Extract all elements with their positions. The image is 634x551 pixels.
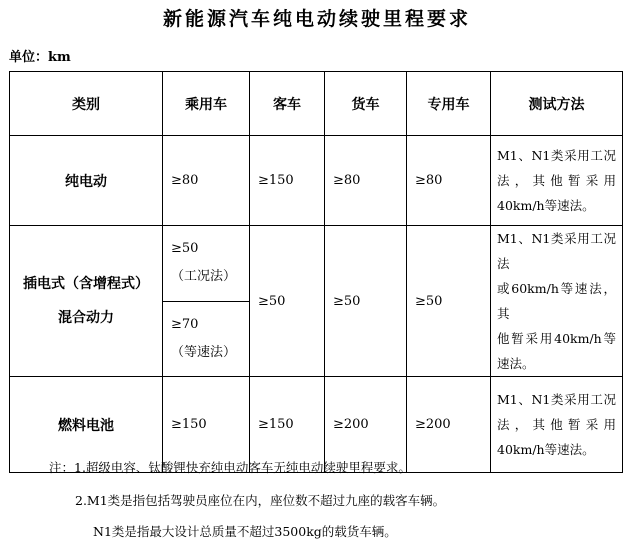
- phev-bus-value: ≥50: [250, 226, 325, 377]
- category-fcev: 燃料电池: [10, 377, 163, 473]
- table-row-bev: [10, 136, 623, 226]
- phev-passenger-constant: [163, 301, 250, 377]
- phev-method-line-1: M1、N1类采用工况法: [497, 231, 616, 271]
- fcev-method-line-1: M1、N1类采用工况: [497, 392, 616, 407]
- phev-test-method: [491, 226, 623, 377]
- bev-test-method: [491, 136, 623, 226]
- phev-truck-value: ≥50: [325, 226, 407, 377]
- header-bus: 客车: [250, 72, 325, 136]
- fcev-passenger-value: ≥150: [163, 377, 250, 473]
- header-truck: 货车: [325, 72, 407, 136]
- unit-label: 单位：km: [9, 50, 71, 65]
- fcev-bus-value: ≥150: [250, 377, 325, 473]
- header-passenger: 乘用车: [163, 72, 250, 136]
- phev-passenger-cycle: [163, 226, 250, 302]
- bev-method-line-1: M1、N1类采用工况: [497, 148, 616, 163]
- phev-passenger-cycle-note: （工况法）: [171, 269, 237, 285]
- fcev-test-method: [491, 377, 623, 473]
- category-phev-line-1: 插电式（含增程式）: [23, 276, 149, 292]
- phev-passenger-constant-value: ≥70: [171, 316, 199, 332]
- page-title: 新能源汽车纯电动续驶里程要求: [162, 8, 471, 30]
- phev-method-line-2: 或60km/h等速法，其: [497, 281, 616, 321]
- phev-method-line-3: 他暂采用40km/h等: [497, 331, 616, 346]
- footnote-3: N1类是指最大设计总质量不超过3500kg的载货车辆。: [93, 524, 397, 539]
- fcev-method-line-2: 法，其他暂采用: [497, 417, 616, 432]
- fcev-truck-value: ≥200: [325, 377, 407, 473]
- header-category: 类别: [10, 72, 163, 136]
- header-special: 专用车: [407, 72, 491, 136]
- bev-method-line-2: 法，其他暂采用: [497, 173, 616, 188]
- bev-bus-value: ≥150: [250, 136, 325, 226]
- footnote-1: 注：1.超级电容、钛酸锂快充纯电动客车无纯电动续驶里程要求。: [49, 460, 411, 475]
- fcev-method-line-3: 40km/h等速法。: [497, 442, 595, 457]
- bev-special-value: ≥80: [407, 136, 491, 226]
- category-phev: [10, 226, 163, 377]
- fcev-special-value: ≥200: [407, 377, 491, 473]
- bev-truck-value: ≥80: [325, 136, 407, 226]
- table-header-row: [10, 72, 623, 136]
- footnote-2: 2.M1类是指包括驾驶员座位在内，座位数不超过九座的载客车辆。: [75, 493, 446, 508]
- category-phev-line-2: 混合动力: [58, 310, 114, 326]
- bev-method-line-3: 40km/h等速法。: [497, 198, 595, 213]
- phev-method-line-4: 速法。: [497, 356, 535, 371]
- bev-passenger-value: ≥80: [163, 136, 250, 226]
- phev-passenger-cycle-value: ≥50: [171, 241, 199, 257]
- header-test-method: 测试方法: [491, 72, 623, 136]
- category-bev: 纯电动: [10, 136, 163, 226]
- phev-passenger-constant-note: （等速法）: [171, 344, 237, 360]
- phev-special-value: ≥50: [407, 226, 491, 377]
- table-row-phev: [10, 226, 623, 302]
- range-requirements-table: [9, 71, 623, 473]
